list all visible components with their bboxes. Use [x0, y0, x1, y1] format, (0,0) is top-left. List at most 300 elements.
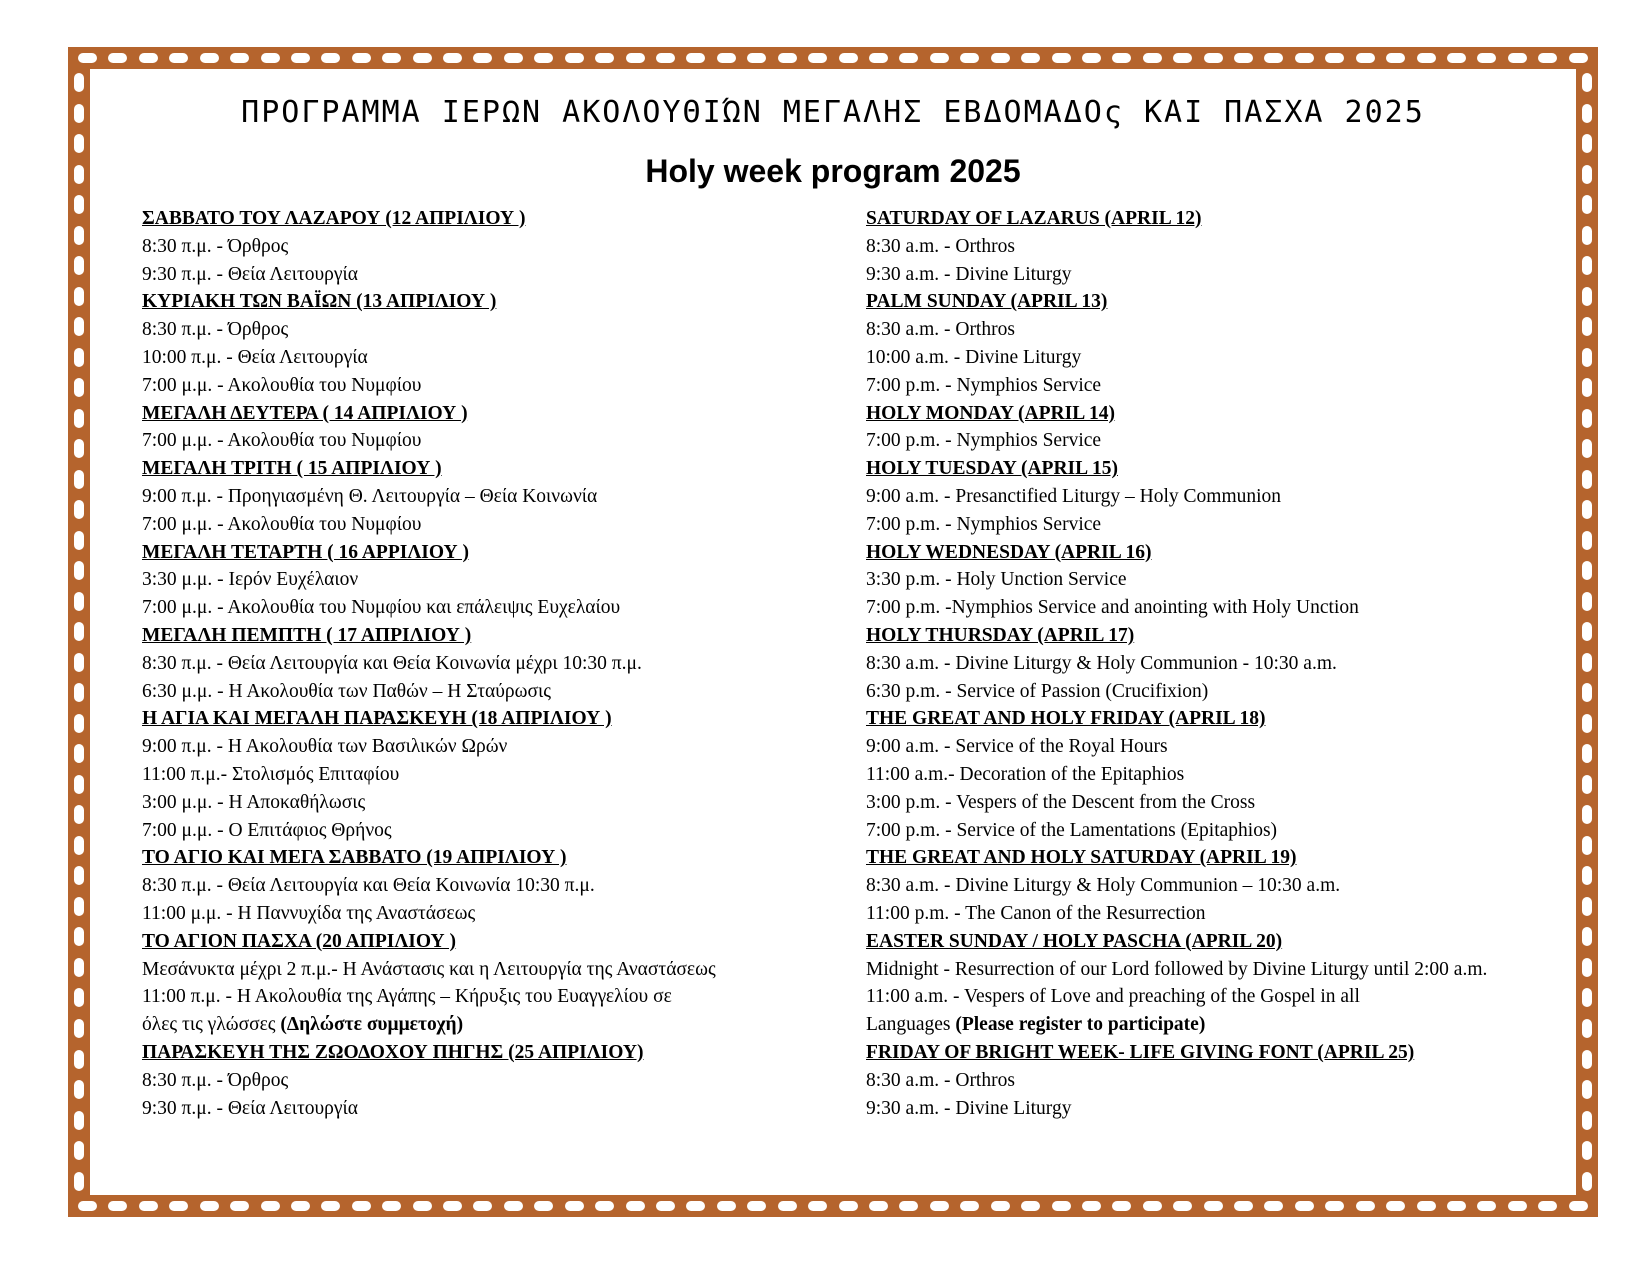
border-dot [1508, 53, 1527, 63]
border-dot [413, 1201, 432, 1211]
service-text: όλες τις γλώσσες [142, 1014, 281, 1036]
border-dot [747, 53, 766, 63]
service-entry [142, 650, 832, 678]
border-dot [1582, 287, 1592, 306]
border-dot [504, 1201, 523, 1211]
border-dot [74, 256, 84, 275]
border-dot [686, 53, 705, 63]
service-entry [866, 566, 1566, 594]
service-text: 8:30 π.μ. - Θεία Λειτουργία και Θεία Κοινωνία 10:30 π.μ. [142, 875, 595, 897]
service-entry [866, 483, 1566, 511]
service-entry [866, 316, 1566, 344]
day-heading-text: HOLY WEDNESDAY (APRIL 16) [866, 541, 1152, 563]
border-dot [74, 1019, 84, 1038]
service-text: 7:00 μ.μ. - Ακολουθία του Νυμφίου και επάλειψις Ευχελαίου [142, 597, 621, 619]
border-dot [1356, 53, 1375, 63]
day-heading-text: HOLY TUESDAY (APRIL 15) [866, 458, 1118, 480]
service-entry [142, 1067, 832, 1095]
border-dot [1582, 317, 1592, 336]
border-dot [808, 1201, 827, 1211]
registration-note: (Δηλώστε συμμετοχή) [280, 1014, 464, 1036]
border-dot [1582, 104, 1592, 123]
border-dot [1582, 500, 1592, 519]
border-dot [504, 53, 523, 63]
border-dot [1582, 561, 1592, 580]
border-dot [1582, 836, 1592, 855]
border-dot [656, 1201, 675, 1211]
service-text: 8:30 a.m. - Divine Liturgy & Holy Communion - 10:30 a.m. [866, 652, 1337, 674]
border-dot [230, 53, 249, 63]
service-text: 11:00 a.m. - Vespers of Love and preaching of the Gospel in all [866, 986, 1360, 1008]
border-dot [1582, 378, 1592, 397]
border-dot [74, 988, 84, 1007]
schedule-sheet [90, 69, 1576, 1195]
border-dot [1582, 195, 1592, 214]
border-dot [1582, 866, 1592, 885]
day-heading [866, 205, 1566, 233]
border-dot [74, 378, 84, 397]
service-text: Midnight - Resurrection of our Lord followed by Divine Liturgy until 2:00 a.m. [866, 958, 1488, 980]
border-dot [747, 1201, 766, 1211]
border-dot [74, 653, 84, 672]
border-dot [473, 1201, 492, 1211]
day-heading [866, 1039, 1566, 1067]
border-dot [1508, 1201, 1527, 1211]
service-entry [142, 900, 832, 928]
border-dot [291, 1201, 310, 1211]
border-dot [74, 1172, 84, 1191]
service-entry [866, 594, 1566, 622]
service-text: 7:00 p.m. - Service of the Lamentations (Epitaphios) [866, 819, 1278, 841]
border-dots-left [68, 73, 90, 1191]
day-heading [142, 844, 832, 872]
border-dot [1582, 805, 1592, 824]
border-dots-top [78, 47, 1588, 69]
border-dot [1582, 439, 1592, 458]
border-dot [1052, 53, 1071, 63]
border-dot [1582, 531, 1592, 550]
border-dot [1325, 53, 1344, 63]
border-dot [1021, 53, 1040, 63]
border-dot [565, 1201, 584, 1211]
day-heading-text: FRIDAY OF BRIGHT WEEK- LIFE GIVING FONT (APRIL 25) [866, 1041, 1415, 1063]
service-entry [866, 372, 1566, 400]
border-dot [1386, 53, 1405, 63]
service-entry [142, 261, 832, 289]
border-dot [74, 470, 84, 489]
border-dot [74, 439, 84, 458]
border-dot [74, 958, 84, 977]
border-dot [717, 1201, 736, 1211]
border-dot [1582, 775, 1592, 794]
service-entry [866, 1095, 1566, 1123]
service-text: 6:30 p.m. - Service of Passion (Crucifixion) [866, 680, 1209, 702]
border-dot [778, 1201, 797, 1211]
service-text: 3:30 μ.μ. - Ιερόν Ευχέλαιον [142, 569, 359, 591]
day-heading [866, 400, 1566, 428]
service-text: 8:30 a.m. - Divine Liturgy & Holy Communion – 10:30 a.m. [866, 875, 1341, 897]
border-dot [534, 1201, 553, 1211]
day-heading-text: SATURDAY OF LAZARUS (APRIL 12) [866, 208, 1202, 229]
service-entry [142, 983, 832, 1011]
service-entry [142, 817, 832, 845]
border-dot [960, 53, 979, 63]
border-dot [74, 531, 84, 550]
day-heading [142, 205, 832, 233]
border-dot [1582, 897, 1592, 916]
border-dot [74, 104, 84, 123]
day-heading-text: ΚΥΡΙΑΚΗ ΤΩΝ ΒΑΪΩΝ (13 ΑΠΡΙΛΙΟΥ ) [142, 291, 497, 313]
day-heading-text: THE GREAT AND HOLY SATURDAY (APRIL 19) [866, 847, 1297, 869]
day-heading [866, 928, 1566, 956]
day-heading-text: ΣΑΒΒΑΤΟ ΤΟΥ ΛΑΖΑΡΟΥ (12 ΑΠΡΙΛΙΟΥ ) [142, 208, 526, 229]
border-dot [230, 1201, 249, 1211]
day-heading-text: ΠΑΡΑΣΚΕΥΗ ΤΗΣ ΖΩΟΔΟΧΟΥ ΠΗΓΗΣ (25 ΑΠΡΙΛΙΟΥ) [142, 1041, 644, 1063]
service-text: 7:00 μ.μ. - Ακολουθία του Νυμφίου [142, 513, 422, 535]
service-entry [866, 233, 1566, 261]
border-dot [74, 1080, 84, 1099]
border-dot [1234, 1201, 1253, 1211]
border-dot [1582, 958, 1592, 977]
service-entry [866, 817, 1566, 845]
day-heading [142, 1039, 832, 1067]
service-entry [142, 233, 832, 261]
border-dot [960, 1201, 979, 1211]
border-dot [1582, 927, 1592, 946]
service-text: 8:30 π.μ. - Όρθρος [142, 235, 289, 257]
day-heading [866, 455, 1566, 483]
border-dot [1582, 1019, 1592, 1038]
service-entry [866, 511, 1566, 539]
border-dot [1417, 1201, 1436, 1211]
border-dot [1582, 592, 1592, 611]
service-entry [142, 789, 832, 817]
border-dot [869, 1201, 888, 1211]
day-heading-text: HOLY MONDAY (APRIL 14) [866, 402, 1116, 424]
day-heading [142, 928, 832, 956]
border-dot [1143, 53, 1162, 63]
day-heading [866, 539, 1566, 567]
day-heading-text: ΜΕΓΑΛΗ ΔΕΥΤΕΡΑ ( 14 ΑΠΡΙΛΙΟΥ ) [142, 402, 468, 424]
border-dot [1112, 1201, 1131, 1211]
page-title-greek: ΠΡΟΓΡΑΜΜΑ ΙΕΡΩΝ ΑΚΟΛΟΥΘΙΏΝ ΜΕΓΑΛΗΣ ΕΒΔΟΜΑΔΟς ΚΑΙ ΠΑΣΧΑ 2025 [241, 95, 1425, 130]
border-dot [1569, 1201, 1588, 1211]
day-heading-text: ΜΕΓΑΛΗ ΠΕΜΠΤΗ ( 17 ΑΠΡΙΛΙΟΥ ) [142, 624, 472, 646]
day-heading [866, 705, 1566, 733]
greek-schedule-column [142, 205, 832, 1122]
border-dot [1386, 1201, 1405, 1211]
day-heading [142, 288, 832, 316]
border-dot [1417, 53, 1436, 63]
border-dot [869, 53, 888, 63]
border-dot [1582, 226, 1592, 245]
service-text: 7:00 μ.μ. - Ο Επιτάφιος Θρήνος [142, 819, 392, 841]
border-dot [839, 1201, 858, 1211]
border-dot [1143, 1201, 1162, 1211]
service-entry [866, 261, 1566, 289]
service-entry [142, 511, 832, 539]
border-dot [74, 866, 84, 885]
border-dot [74, 226, 84, 245]
border-dot [1477, 53, 1496, 63]
service-text: 7:00 μ.μ. - Ακολουθία του Νυμφίου [142, 374, 422, 396]
border-dot [74, 1050, 84, 1069]
day-heading-text: THE GREAT AND HOLY FRIDAY (APRIL 18) [866, 708, 1266, 730]
service-text: 3:30 p.m. - Holy Unction Service [866, 569, 1127, 591]
service-text: 3:00 p.m. - Vespers of the Descent from the Cross [866, 791, 1256, 813]
border-dot [991, 53, 1010, 63]
day-heading-text: Η ΑΓΙΑ ΚΑΙ ΜΕΓΑΛΗ ΠΑΡΑΣΚΕΥΗ (18 ΑΠΡΙΛΙΟΥ ) [142, 708, 612, 730]
border-dot [78, 1201, 97, 1211]
service-text: 10:00 a.m. - Divine Liturgy [866, 346, 1082, 368]
border-dot [108, 53, 127, 63]
border-dot [1582, 1080, 1592, 1099]
day-heading-text: ΜΕΓΑΛΗ ΤΕΤΑΡΤΗ ( 16 ΑΡΡΙΛΙΟΥ ) [142, 541, 470, 563]
service-entry [866, 761, 1566, 789]
border-dot [1582, 348, 1592, 367]
service-entry [866, 956, 1566, 984]
service-text: 9:30 π.μ. - Θεία Λειτουργία [142, 1097, 358, 1119]
border-dot [1112, 53, 1131, 63]
border-dots-right [1576, 73, 1598, 1191]
day-heading [142, 622, 832, 650]
border-dot [200, 1201, 219, 1211]
service-entry [866, 344, 1566, 372]
service-text: 9:30 π.μ. - Θεία Λειτουργία [142, 263, 358, 285]
service-text: 6:30 μ.μ. - Η Ακολουθία των Παθών – Η Σταύρωσις [142, 680, 551, 702]
service-entry [866, 678, 1566, 706]
day-heading [866, 622, 1566, 650]
service-text: 11:00 π.μ. - Η Ακολουθία της Αγάπης – Κήρυξις του Ευαγγελίου σε [142, 986, 672, 1008]
border-dot [1582, 1141, 1592, 1160]
service-entry [142, 316, 832, 344]
border-dot [808, 53, 827, 63]
service-text: 11:00 π.μ.- Στολισμός Επιταφίου [142, 763, 400, 785]
service-entry [866, 900, 1566, 928]
decorative-border [68, 47, 1598, 1217]
border-dot [169, 1201, 188, 1211]
border-dot [74, 897, 84, 916]
service-text: 8:30 π.μ. - Θεία Λειτουργία και Θεία Κοινωνία μέχρι 10:30 π.μ. [142, 652, 642, 674]
border-dot [1538, 53, 1557, 63]
service-text: 9:30 a.m. - Divine Liturgy [866, 263, 1072, 285]
service-text: 11:00 p.m. - The Canon of the Resurrection [866, 902, 1206, 924]
service-text: 9:00 a.m. - Presanctified Liturgy – Holy Communion [866, 485, 1282, 507]
day-heading [142, 400, 832, 428]
border-dot [626, 53, 645, 63]
border-dot [1447, 53, 1466, 63]
border-dot [291, 53, 310, 63]
border-dot [74, 561, 84, 580]
day-heading [866, 288, 1566, 316]
service-text: 9:00 a.m. - Service of the Royal Hours [866, 736, 1168, 758]
service-text: 7:00 p.m. -Nymphios Service and anointing with Holy Unction [866, 597, 1359, 619]
service-text: 10:00 π.μ. - Θεία Λειτουργία [142, 346, 368, 368]
border-dot [74, 195, 84, 214]
border-dot [1052, 1201, 1071, 1211]
border-dot [778, 53, 797, 63]
border-dot [1204, 1201, 1223, 1211]
page-title-english: Holy week program 2025 [645, 153, 1021, 189]
border-dot [382, 53, 401, 63]
service-text: 8:30 a.m. - Orthros [866, 319, 1015, 341]
border-dot [1582, 622, 1592, 641]
border-dot [443, 53, 462, 63]
service-text: 8:30 π.μ. - Όρθρος [142, 319, 289, 341]
day-heading-text: ΤΟ ΑΓΙΟΝ ΠΑΣΧΑ (20 ΑΠΡΙΛΙΟΥ ) [142, 930, 457, 952]
service-text: 9:30 a.m. - Divine Liturgy [866, 1097, 1072, 1119]
service-entry [142, 344, 832, 372]
border-dot [1204, 53, 1223, 63]
border-dot [899, 53, 918, 63]
service-entry [866, 1011, 1566, 1039]
border-dot [473, 53, 492, 63]
service-text: 7:00 p.m. - Nymphios Service [866, 513, 1102, 535]
border-dot [534, 53, 553, 63]
border-dot [930, 1201, 949, 1211]
border-dot [930, 53, 949, 63]
border-dot [899, 1201, 918, 1211]
border-dot [595, 53, 614, 63]
border-dot [74, 317, 84, 336]
border-dot [1582, 714, 1592, 733]
service-entry [142, 427, 832, 455]
service-entry [866, 650, 1566, 678]
border-dot [321, 1201, 340, 1211]
day-heading [142, 539, 832, 567]
border-dot [1021, 1201, 1040, 1211]
border-dot [74, 1141, 84, 1160]
day-heading [142, 705, 832, 733]
service-entry [142, 372, 832, 400]
border-dot [78, 53, 97, 63]
border-dot [1356, 1201, 1375, 1211]
border-dot [1582, 73, 1592, 92]
service-entry [142, 1095, 832, 1123]
border-dot [1295, 53, 1314, 63]
border-dot [74, 165, 84, 184]
border-dot [74, 805, 84, 824]
border-dot [1582, 134, 1592, 153]
border-dot [991, 1201, 1010, 1211]
service-text: Μεσάνυκτα μέχρι 2 π.μ.- Η Ανάστασις και η Λειτουργία της Αναστάσεως [142, 958, 716, 980]
day-heading [866, 844, 1566, 872]
border-dot [382, 1201, 401, 1211]
border-dot [1582, 1172, 1592, 1191]
service-entry [142, 594, 832, 622]
border-dot [443, 1201, 462, 1211]
border-dot [1582, 653, 1592, 672]
border-dot [108, 1201, 127, 1211]
border-dot [74, 500, 84, 519]
service-text: Languages [866, 1014, 956, 1036]
border-dot [200, 53, 219, 63]
border-dot [413, 53, 432, 63]
day-heading [142, 455, 832, 483]
service-text: 11:00 μ.μ. - Η Παννυχίδα της Αναστάσεως [142, 902, 476, 924]
service-text: 7:00 p.m. - Nymphios Service [866, 430, 1102, 452]
border-dots-bottom [78, 1195, 1588, 1217]
service-entry [142, 678, 832, 706]
border-dot [1582, 988, 1592, 1007]
border-dot [1082, 53, 1101, 63]
service-entry [866, 1067, 1566, 1095]
border-dot [74, 683, 84, 702]
border-dot [1295, 1201, 1314, 1211]
service-text: 9:00 π.μ. - Η Ακολουθία των Βασιλικών Ωρών [142, 736, 508, 758]
border-dot [1264, 1201, 1283, 1211]
border-dot [1582, 165, 1592, 184]
service-entry [866, 983, 1566, 1011]
border-dot [74, 775, 84, 794]
service-entry [142, 733, 832, 761]
service-entry [142, 956, 832, 984]
border-dot [686, 1201, 705, 1211]
border-dot [74, 836, 84, 855]
service-text: 3:00 μ.μ. - Η Αποκαθήλωσις [142, 791, 366, 813]
border-dot [595, 1201, 614, 1211]
border-dot [1264, 53, 1283, 63]
border-dot [1173, 53, 1192, 63]
service-text: 8:30 π.μ. - Όρθρος [142, 1069, 289, 1091]
border-dot [656, 53, 675, 63]
service-entry [142, 483, 832, 511]
border-dot [1538, 1201, 1557, 1211]
border-dot [1582, 683, 1592, 702]
service-text: 11:00 a.m.- Decoration of the Epitaphios [866, 763, 1185, 785]
border-dot [74, 714, 84, 733]
border-dot [74, 744, 84, 763]
border-dot [1477, 1201, 1496, 1211]
border-dot [74, 348, 84, 367]
border-dot [1447, 1201, 1466, 1211]
border-dot [1582, 409, 1592, 428]
border-dot [1569, 53, 1588, 63]
border-dot [74, 592, 84, 611]
service-entry [866, 789, 1566, 817]
day-heading-text: EASTER SUNDAY / HOLY PASCHA (APRIL 20) [866, 930, 1283, 952]
border-dot [1582, 256, 1592, 275]
border-dot [74, 409, 84, 428]
border-dot [1082, 1201, 1101, 1211]
border-dot [74, 927, 84, 946]
border-dot [1582, 1050, 1592, 1069]
border-dot [261, 1201, 280, 1211]
service-entry [866, 872, 1566, 900]
service-text: 8:30 a.m. - Orthros [866, 1069, 1015, 1091]
service-entry [866, 733, 1566, 761]
border-dot [1582, 1111, 1592, 1130]
border-dot [139, 53, 158, 63]
service-text: 8:30 a.m. - Orthros [866, 235, 1015, 257]
service-text: 7:00 μ.μ. - Ακολουθία του Νυμφίου [142, 430, 422, 452]
border-dot [1582, 744, 1592, 763]
border-dot [261, 53, 280, 63]
border-dot [74, 287, 84, 306]
border-dot [74, 73, 84, 92]
border-dot [1582, 470, 1592, 489]
service-entry [142, 761, 832, 789]
day-heading-text: PALM SUNDAY (APRIL 13) [866, 291, 1108, 313]
day-heading-text: HOLY THURSDAY (APRIL 17) [866, 624, 1135, 646]
border-dot [1173, 1201, 1192, 1211]
border-dot [139, 1201, 158, 1211]
day-heading-text: ΜΕΓΑΛΗ ΤΡΙΤΗ ( 15 ΑΠΡΙΛΙΟΥ ) [142, 458, 442, 480]
english-schedule-column [866, 205, 1566, 1122]
border-dot [626, 1201, 645, 1211]
day-heading-text: ΤΟ ΑΓΙΟ ΚΑΙ ΜΕΓΑ ΣΑΒΒΑΤΟ (19 ΑΠΡΙΛΙΟΥ ) [142, 847, 567, 869]
service-entry [142, 1011, 832, 1039]
